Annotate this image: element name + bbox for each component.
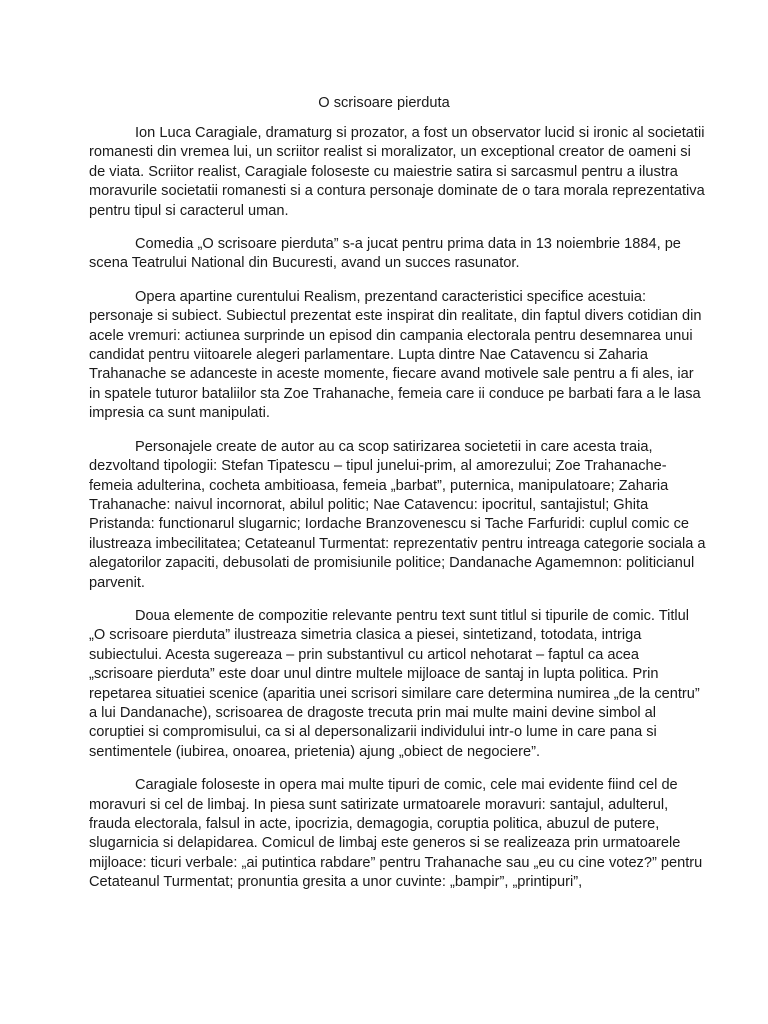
paragraph: Caragiale foloseste in opera mai multe tipuri de comic, cele mai evidente fiind cel de moravuri si cel de limbaj. In piesa sunt satirizate urmatoarele moravuri: santajul, adulterul, frauda electorala, falsul in acte, ipocrizia, demagogia, coruptia politica, abuzul de putere, slugarnicia si delapidarea. Comicul de limbaj este generos si se realizeaza prin urmatoarele mijloace: ticuri verbale: „ai putintica rabdare” pentru Trahanache sau „eu cu cine votez?” pentru Cetateanul Turmentat; pronuntia gresita a unor cuvinte: „bampir”, „printipuri”, [89,777,703,891]
paragraph: Opera apartine curentului Realism, prezentand caracteristici specifice acestuia: personaje si subiect. Subiectul prezentat este inspirat din realitate, din faptul divers cotidian din acele vremuri: actiunea surprinde un episod din campania electorala pentru desemnarea unui candidat pentru viitoarele alegeri parlamentare. Lupta dintre Nae Catavencu si Zaharia Trahanache se adanceste in aceste momente, fiecare avand motivele sale pentru a fi ales, iar in spatele tuturor bataliilor sta Zoe Trahanache, femeia care ii conduce pe barbati fara a le lasa impresia ca sunt manipulati. [89,288,702,422]
paragraph: Ion Luca Caragiale, dramaturg si prozator, a fost un observator lucid si ironic al societatii romanesti din vremea lui, un scriitor realist si moralizator, un exceptional creator de oameni si de viata. Scriitor realist, Caragiale foloseste cu maiestrie satira si sarcasmul pentru a ilustra moravurile societatii romanesti si a contura personaje dominate de o tara morala reprezentativa pentru tipul si caracterul uman. [89,125,705,219]
document-body [89,124,707,907]
paragraph: Comedia „O scrisoare pierduta” s-a jucat pentru prima data in 13 noiembrie 1884, pe scena Teatrului National din Bucuresti, avand un succes rasunator. [89,236,681,272]
paragraph: Doua elemente de compozitie relevante pentru text sunt titlul si tipurile de comic. Titlul „O scrisoare pierduta” ilustreaza simetria clasica a piesei, sintetizand, totodata, intriga subiectului. Acesta sugereaza – prin substantivul cu articol nehotarat – faptul ca acea „scrisoare pierduta” este doar unul dintre multele mijloace de santaj in lupta politica. Prin repetarea situatiei scenice (aparitia unei scrisori similare care determina numirea „de la centru” a lui Dandanache), scrisoarea de dragoste trecuta prin mai multe maini devine simbol al coruptiei si compromisului, ca si al depersonalizarii individului intr-o lume in care pana si sentimentele (iubirea, onoarea, prietenia) ajung „obiect de negociere”. [89,607,700,760]
document-title: O scrisoare pierduta [318,95,450,111]
paragraph: Personajele create de autor au ca scop satirizarea societetii in care acesta traia, dezvoltand tipologii: Stefan Tipatescu – tipul junelui-prim, al amorezului; Zoe Trahanache- femeia adulterina, cocheta ambitioasa, femeia „barbat”, puternica, manipulatoare; Zaharia Trahanache: naivul incornorat, abilul politic; Nae Catavencu: ipocritul, santajistul; Ghita Pristanda: functionarul slugarnic; Iordache Branzovenescu si Tache Farfuridi: cuplul comic ce ilustreaza imbecilitatea; Cetateanul Turmentat: reprezentativ pentru intreaga categorie sociala a alegatorilor zapaciti, debusolati de promisiunile politice; Dandanache Agamemnon: politicianul parvenit. [89,438,706,591]
